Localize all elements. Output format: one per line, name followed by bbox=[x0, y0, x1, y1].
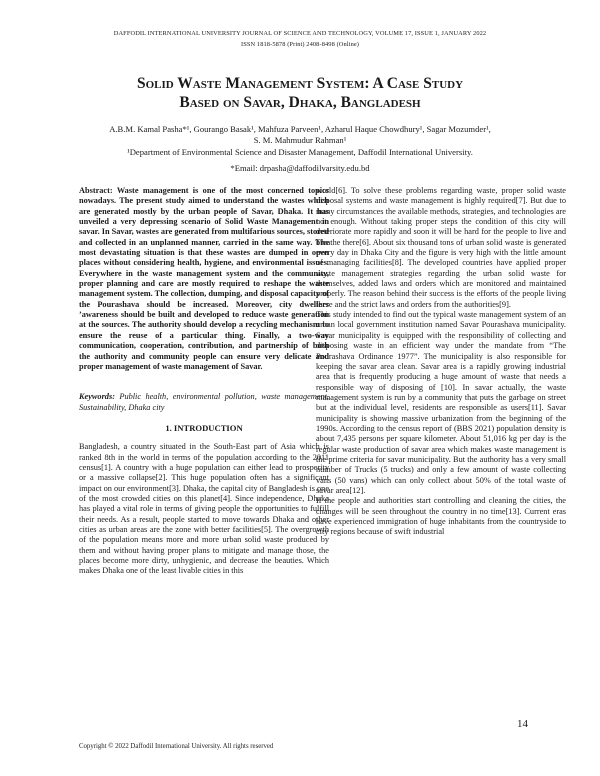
introduction-paragraph-3: This study intended to find out the typical waste management system of an urban local government institution named Savar Pourashava municipality. Savar municipality is equipped with the responsibility of collecting and disposing waste in an efficient way under the mandate from “The Pourashava Ordinance 1977”. The municipality is also responsible for keeping the savar area clean. Savar area is a rapidly growing industrial area that is frequently producing a huge amount of waste that needs a responsible way of disposing of [10]. In savar actually, the waste management system is run by a community that puts the garbage on street but at the individual level, residents are responsible as users[11]. Savar municipality is showing massive urbanization from the beginning of the 1990s. According to the census report of (BBS 2021) population density is about 7,435 persons per square kilometer. About 51,016 kg per day is the regular waste production of savar area which makes waste management is the prime criteria for savar municipality. But the authority has a very small number of Trucks (5 trucks) and only a few amount of waste collecting vans (50 vans) which can only collect about 50% of the total waste of savar area[12]. bbox=[316, 310, 566, 495]
paper-title-line-1: Solid Waste Management System: A Case Study bbox=[136, 75, 464, 92]
author-list-line-1: A.B.M. Kamal Pasha*¹, Gourango Basak¹, Mahfuza Parveen¹, Azharul Haque Chowdhury¹, Sagar Mozumder¹, bbox=[109, 124, 491, 134]
introduction-paragraph-2: world[6]. To solve these problems regarding waste, proper solid waste disposal systems and waste management is highly required[7]. But due to many circumstances the available methods, strategies, and technologies are not enough. Without taking proper steps the condition of this city will deteriorate more rapidly and soon it will be hard for the people to live and breathe there[6]. About six thousand tons of urban solid waste is generated every day in Dhaka City and the figure is very high with the little amount of managing facilities[8]. The developed countries have applied proper waste management strategies regarding the urban solid waste for themselves, added laws and orders which are monitored and maintained properly. The reason behind their success is the efforts of the people living there and the strict laws and orders from the authorities[9]. bbox=[316, 186, 566, 309]
left-column bbox=[79, 186, 329, 577]
section-heading-introduction: 1. INTRODUCTION bbox=[165, 422, 243, 433]
introduction-paragraph-1: Bangladesh, a country situated in the South-East part of Asia which is ranked 8th in the world in terms of the population according to the 2011 census[1]. A country with a huge population can either lead to prosperity or a massive collapse[2]. This huge population often has a significant impact on our environment[3]. Dhaka, the capital city of Bangladesh is one of the most crowded cities on this planet[4]. Since independence, Dhaka has played a vital role in terms of giving people the opportunities to fulfill their needs. As a result, people started to move towards Dhaka and other cities as urban areas are the zone with better facilities[5]. The overgrowth of the population means more and more urban solid waste produced by them and without having proper plans to mitigate and manage those, the places become more dirty, unhygienic, and decrease the beauties. Which makes Dhaka one of the least livable cities in this bbox=[79, 442, 329, 576]
keywords bbox=[79, 392, 329, 413]
right-column bbox=[316, 186, 566, 538]
copyright-notice: Copyright © 2022 Daffodil International University. All rights reserved bbox=[79, 743, 274, 750]
issn-line: ISSN 1818-5878 (Print) 2408-8498 (Online) bbox=[240, 41, 360, 48]
journal-header: DAFFODIL INTERNATIONAL UNIVERSITY JOURNAL OF SCIENCE AND TECHNOLOGY, VOLUME 17, ISSUE 1, JANUARY 2022 bbox=[113, 30, 487, 37]
abstract-text: Waste management is one of the most concerned topics nowadays. The present study aimed to understand the wastes which are generated mostly by the urban people of Savar, Dhaka. It has unveiled a very depressing scenario of Solid Waste Management in savar. In Savar, wastes are generated from multifarious sources, stored and collected in an unplanned manner, carried in the same way. The most devastating situation is that these wastes are dumped in open places without considering health, hygiene, and environmental issues. Everywhere in the waste management system and the community, proper planning and care are mostly required to reshape the waste management system. The collection, dumping, and disposal capacity of the Pourashava should be increased. Moreover, city dwellers ’awareness should be built and developed to reduce waste generation at the sources. The authority should develop a recycling mechanism to ensure the reuse of a particular thing. Finally, a two-way communication, cooperation, contribution, and partnership of both the authority and community people can ensure very delicate and proper management of waste management of Savar. bbox=[79, 186, 329, 371]
paper-title-line-2: Based on Savar, Dhaka, Bangladesh bbox=[179, 94, 421, 111]
abstract-label: Abstract: bbox=[79, 186, 113, 195]
corresponding-email: *Email: drpasha@daffodilvarsity.edu.bd bbox=[230, 163, 370, 173]
introduction-paragraph-4: If the people and authorities start controlling and cleaning the cities, the changes will be seen throughout the country in no time[13]. Current eras have experienced immigration of huge inhabitants from the countryside to city regions because of swift industrial bbox=[316, 496, 566, 537]
keywords-text: Public health, environmental pollution, waste management, Sustainability, Dhaka city bbox=[79, 392, 330, 412]
author-affiliation: ¹Department of Environmental Science and Disaster Management, Daffodil International University. bbox=[127, 147, 473, 157]
author-list-line-2: S. M. Mahmudur Rahman¹ bbox=[253, 135, 347, 145]
abstract bbox=[79, 186, 329, 372]
page-number: 14 bbox=[517, 718, 528, 730]
keywords-label: Keywords: bbox=[79, 392, 115, 402]
